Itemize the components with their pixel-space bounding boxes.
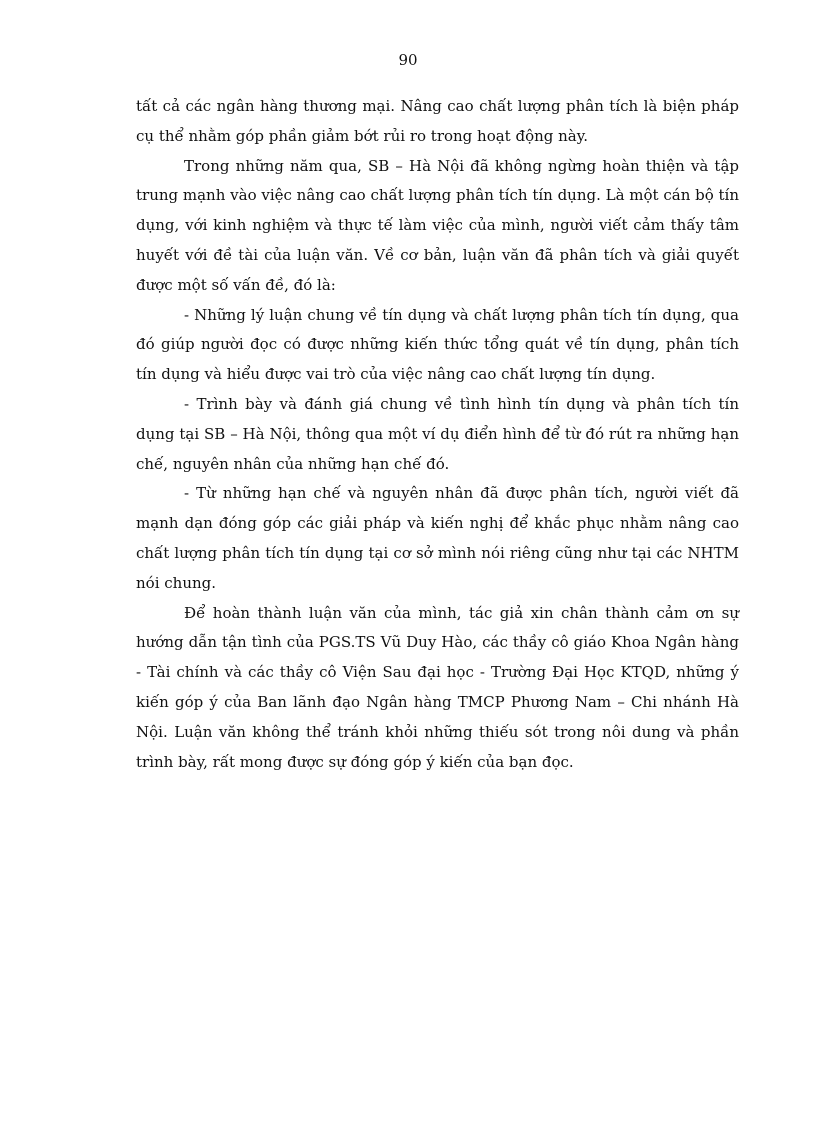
paragraph-point-theory: - Những lý luận chung về tín dụng và chất lượng phân tích tín dụng, qua đó giúp người đọc có được những kiến thức tổng quát về tín dụng, phân tích tín dụng và hiểu được vai trò của việc nâng cao chất lượng tín dụng. xyxy=(136,305,739,384)
paragraph-continuation: tất cả các ngân hàng thương mại. Nâng cao chất lượng phân tích là biện pháp cụ thể nhằm góp phần giảm bớt rủi ro trong hoạt động này. xyxy=(136,97,739,145)
paragraph-acknowledgements: Để hoàn thành luận văn của mình, tác giả xin chân thành cảm ơn sự hướng dẫn tận tình của PGS.TS Vũ Duy Hào, các thầy cô giáo Khoa Ngân hàng - Tài chính và các thầy cô Viện Sau đại học - Trường Đại Học KTQD, những ý kiến góp ý của Ban lãnh đạo Ngân hàng TMCP Phương Nam – Chi nhánh Hà Nội. Luận văn không thể tránh khỏi những thiếu sót trong nôi dung và phần trình bày, rất mong được sự đóng góp ý kiến của bạn đọc. xyxy=(136,603,739,771)
paragraph-intro: Trong những năm qua, SB – Hà Nội đã không ngừng hoàn thiện và tập trung mạnh vào việc nâng cao chất lượng phân tích tín dụng. Là một cán bộ tín dụng, với kinh nghiệm và thực tế làm việc của mình, người viết cảm thấy tâm huyết với đề tài của luận văn. Về cơ bản, luận văn đã phân tích và giải quyết được một số vấn đề, đó là: xyxy=(136,156,740,294)
paragraph-point-solutions: - Từ những hạn chế và nguyên nhân đã được phân tích, người viết đã mạnh dạn đóng góp các giải pháp và kiến nghị để khắc phục nhằm nâng cao chất lượng phân tích tín dụng tại cơ sở mình nói riêng cũng như tại các NHTM nói chung. xyxy=(136,484,739,592)
body-text xyxy=(136,92,739,777)
page-number: 90 xyxy=(398,51,418,69)
paragraph-point-assessment: - Trình bày và đánh giá chung về tình hình tín dụng và phân tích tín dụng tại SB – Hà Nội, thông qua một ví dụ điển hình để từ đó rút ra những hạn chế, nguyên nhân của những hạn chế đó. xyxy=(136,394,739,473)
